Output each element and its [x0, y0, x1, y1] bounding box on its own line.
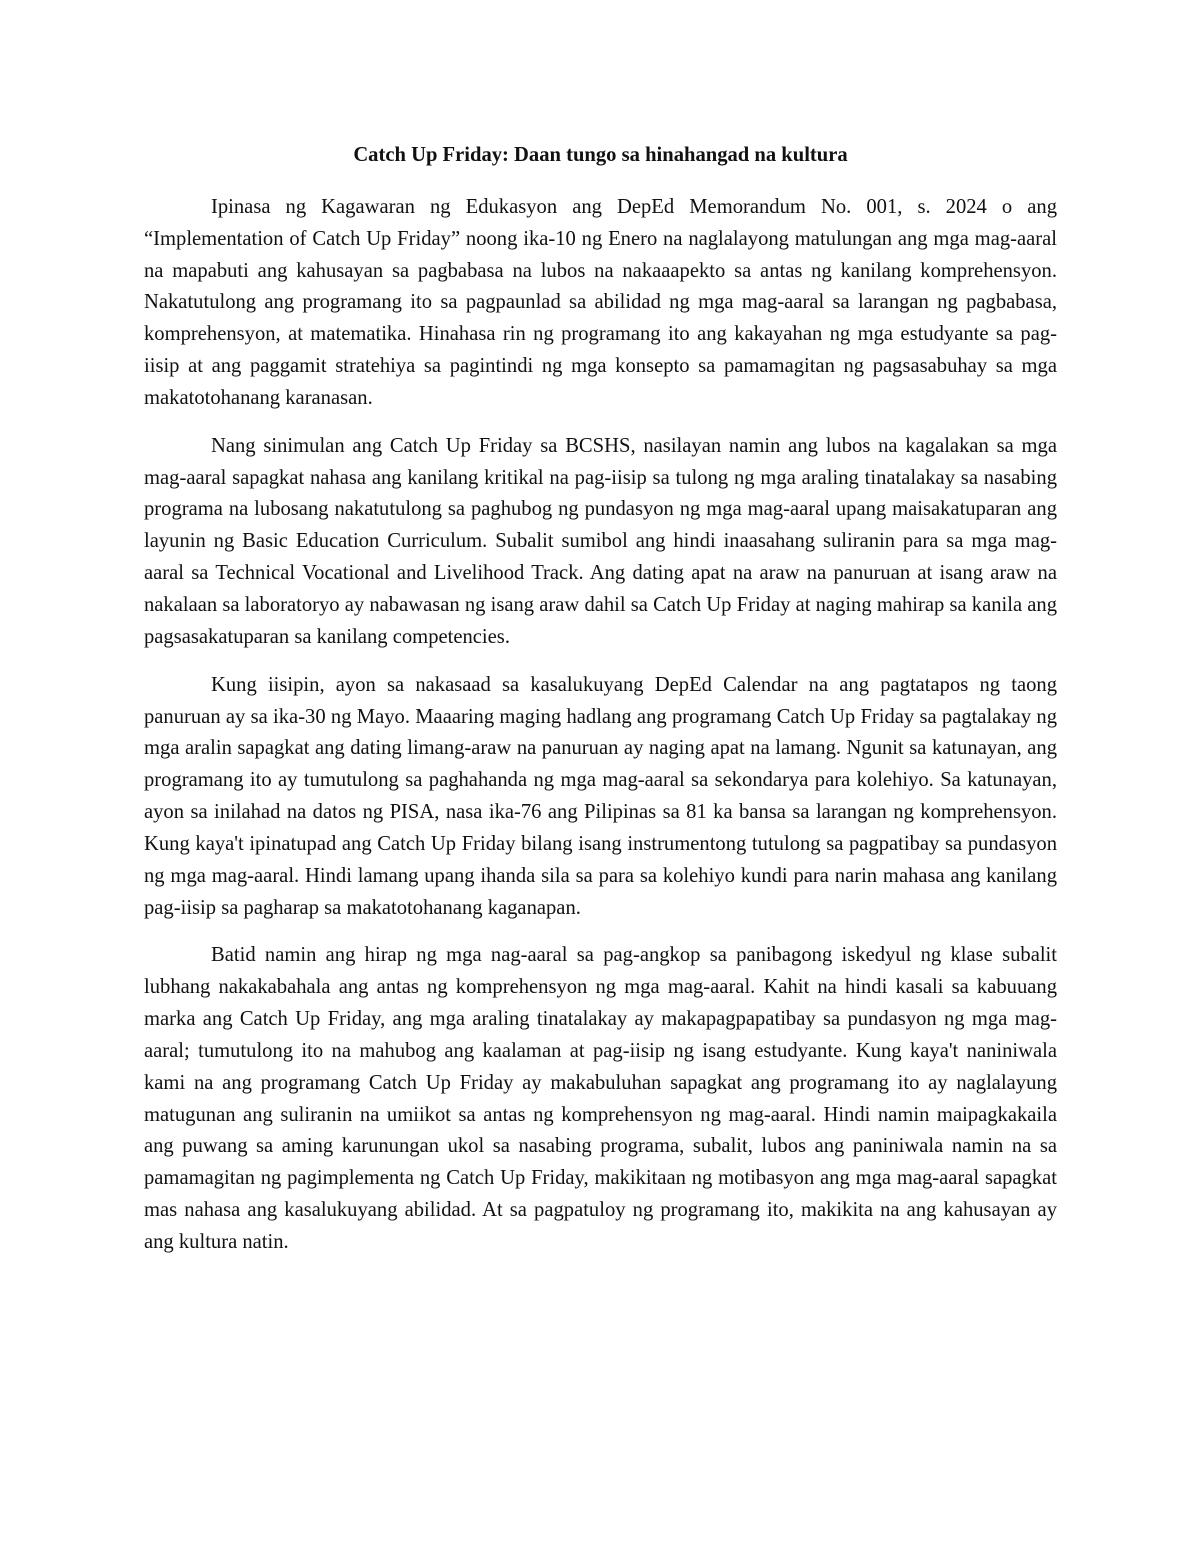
paragraph-2: Nang sinimulan ang Catch Up Friday sa BCSHS, nasilayan namin ang lubos na kagalakan sa mga mag-aaral sapagkat nahasa ang kanilang kritikal na pag-iisip sa tulong ng mga araling tinatalakay sa nasabing programa na lubosang nakatutulong sa paghubog ng pundasyon ng mga mag-aaral upang maisakatuparan ang layunin ng Basic Education Curriculum. Subalit sumibol ang hindi inaasahang suliranin para sa mga mag-aaral sa Technical Vocational and Livelihood Track. Ang dating apat na araw na panuruan at isang araw na nakalaan sa laboratoryo ay nabawasan ng isang araw dahil sa Catch Up Friday at naging mahirap sa kanila ang pagsasakatuparan sa kanilang competencies.: [144, 434, 1057, 648]
paragraph-1: Ipinasa ng Kagawaran ng Edukasyon ang DepEd Memorandum No. 001, s. 2024 o ang “Implementation of Catch Up Friday” noong ika-10 ng Enero na naglalayong matulungan ang mga mag-aaral na mapabuti ang kahusayan sa pagbabasa na lubos na nakaaapekto sa antas ng kanilang komprehensyon. Nakatutulong ang programang ito sa pagpaunlad sa abilidad ng mga mag-aaral sa larangan ng pagbabasa, komprehensyon, at matematika. Hinahasa rin ng programang ito ang kakayahan ng mga estudyante sa pag-iisip at ang paggamit stratehiya sa pagintindi ng mga konsepto sa pamamagitan ng pagsasabuhay sa mga makatotohanang karanasan.: [144, 195, 1057, 409]
paragraph-3: Kung iisipin, ayon sa nakasaad sa kasalukuyang DepEd Calendar na ang pagtatapos ng taong panuruan ay sa ika-30 ng Mayo. Maaaring maging hadlang ang programang Catch Up Friday sa pagtalakay ng mga aralin sapagkat ang dating limang-araw na panuruan ay naging apat na lamang. Ngunit sa katunayan, ang programang ito ay tumutulong sa paghahanda ng mga mag-aaral sa sekondarya para kolehiyo. Sa katunayan, ayon sa inilahad na datos ng PISA, nasa ika-76 ang Pilipinas sa 81 ka bansa sa larangan ng komprehensyon. Kung kaya't ipinatupad ang Catch Up Friday bilang isang instrumentong tutulong sa pagpatibay sa pundasyon ng mga mag-aaral. Hindi lamang upang ihanda sila sa para sa kolehiyo kundi para narin mahasa ang kanilang pag-iisip sa pagharap sa makatotohanang kaganapan.: [144, 673, 1057, 919]
document-body: [144, 140, 1057, 1275]
document-title: Catch Up Friday: Daan tungo sa hinahangad na kultura: [353, 144, 848, 166]
paragraph-4: Batid namin ang hirap ng mga nag-aaral sa pag-angkop sa panibagong iskedyul ng klase subalit lubhang nakakabahala ang antas ng komprehensyon ng mga mag-aaral. Kahit na hindi kasali sa kabuuang marka ang Catch Up Friday, ang mga araling tinatalakay ay makapagpapatibay sa pundasyon ng mga mag-aaral; tumutulong ito na mahubog ang kaalaman at pag-iisip ng isang estudyante. Kung kaya't naniniwala kami na ang programang Catch Up Friday ay makabuluhan sapagkat ang programang ito ay naglalayung matugunan ang suliranin na umiikot sa antas ng komprehensyon ng mag-aaral. Hindi namin maipagkakaila ang puwang sa aming karunungan ukol sa nasabing programa, subalit, lubos ang paniniwala namin na sa pamamagitan ng pagimplementa ng Catch Up Friday, makikitaan ng motibasyon ang mga mag-aaral sapagkat mas nahasa ang kasalukuyang abilidad. At sa pagpatuloy ng programang ito, makikita na ang kahusayan ay ang kultura natin.: [144, 944, 1057, 1253]
